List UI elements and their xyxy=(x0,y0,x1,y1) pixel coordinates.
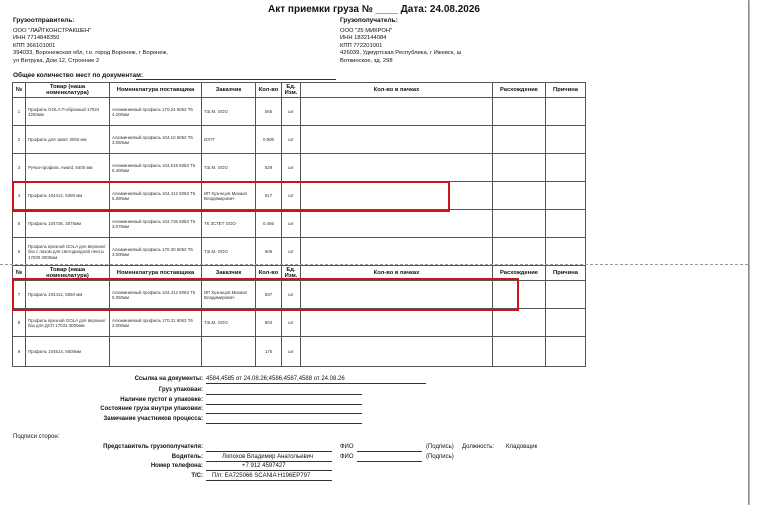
row-qty: 176 xyxy=(256,337,282,367)
row-discrepancy xyxy=(493,182,546,210)
row-supplier: Алюминиевый профиль 170.31 6063 Т6 3.000мм xyxy=(110,309,202,337)
row-customer: ИП Кузнецов Михаил Владимирович xyxy=(202,281,256,309)
col-discrepancy: Расхождение xyxy=(493,83,546,98)
table-row xyxy=(13,98,586,126)
row-reason xyxy=(546,126,586,154)
col-unit: Ед. Изм. xyxy=(282,266,301,281)
empty-pack-label: Наличие пустот в упаковке: xyxy=(120,397,203,403)
highlight-row-7 xyxy=(12,278,519,311)
row-num: 1 xyxy=(13,98,26,126)
row-supplier xyxy=(110,337,202,367)
row-unit: шт xyxy=(282,238,301,266)
row-product: Профиль 104736, 3075мм xyxy=(26,210,110,238)
ts-label: Т/С: xyxy=(191,473,203,479)
row-num: 9 xyxy=(13,337,26,367)
row-qty: 529 xyxy=(256,154,282,182)
row-unit: шт xyxy=(282,309,301,337)
receiver-label: Грузополучатель: xyxy=(340,17,398,24)
row-packs xyxy=(301,337,493,367)
remarks-line xyxy=(206,423,362,424)
receiver-line: КПП 772201001 xyxy=(340,42,383,49)
col-product: Товар (наша номенклатура) xyxy=(26,83,110,98)
row-product: Профиль для завес 3050 мм xyxy=(26,126,110,154)
goods-table xyxy=(12,82,586,266)
sender-line: 394033, Воронежская обл, г.о. город Воронеж, г Воронеж, xyxy=(13,50,168,57)
position-value: Кладовщик xyxy=(506,444,538,450)
row-reason xyxy=(546,238,586,266)
table-row xyxy=(13,154,586,182)
col-num: № xyxy=(13,83,26,98)
docs-ref-label: Ссылка на документы: xyxy=(134,376,203,382)
row-discrepancy xyxy=(493,98,546,126)
row-product: Ручка-профиль Award, 5400 мм xyxy=(26,154,110,182)
row-product: Профиль врезной GOLA для верхних/баз с пазом для светодиодной ленты 17030 3000мм xyxy=(26,238,110,266)
row-num: 5 xyxy=(13,210,26,238)
row-qty: 606 xyxy=(256,238,282,266)
total-places-line xyxy=(136,79,336,80)
row-num: 8 xyxy=(13,309,26,337)
row-num: 2 xyxy=(13,126,26,154)
receiver-rep-label: Представитель грузополучателя: xyxy=(103,444,203,450)
row-packs xyxy=(301,210,493,238)
phone-line xyxy=(206,470,332,471)
table-row xyxy=(13,238,586,266)
col-reason: Причина xyxy=(546,266,586,281)
empty-pack-line xyxy=(206,404,362,405)
packed-label: Груз упакован: xyxy=(158,387,203,393)
col-customer: Заказчик xyxy=(202,266,256,281)
col-supplier: Номенклатура поставщика xyxy=(110,83,202,98)
row-supplier: Алюминиевый профиль 104.10 6063 Т6 3.050мм xyxy=(110,126,202,154)
row-customer: Т.Б.М. ООО xyxy=(202,309,256,337)
row-reason xyxy=(546,281,586,309)
driver-value: Лопохов Владимир Анатольевич xyxy=(222,454,314,460)
driver-fio-label: ФИО xyxy=(340,454,354,460)
sender-line: ИНН 7714848350 xyxy=(13,35,60,42)
receiver-line: Воткинское, зд. 298 xyxy=(340,57,393,64)
row-qty: 804 xyxy=(256,309,282,337)
ts-value: П/п: ЕА725066 SCANIA Н196ЕР797 xyxy=(212,473,311,479)
row-supplier: Алюминиевый профиль 170.30 6063 Т6 3.000мм xyxy=(110,238,202,266)
ts-line xyxy=(206,480,332,481)
total-places-label: Общее количество мест по документам: xyxy=(13,72,144,79)
state-label: Состояние груза внутри упаковки: xyxy=(100,406,203,412)
col-qty: Кол-во xyxy=(256,83,282,98)
table-row xyxy=(13,126,586,154)
row-customer: ТК ЗСТЕТ ООО xyxy=(202,210,256,238)
phone-label: Номер телефона: xyxy=(150,463,203,469)
row-reason xyxy=(546,182,586,210)
row-packs xyxy=(301,98,493,126)
row-reason xyxy=(546,210,586,238)
row-discrepancy xyxy=(493,126,546,154)
row-supplier: Алюминиевый профиль 104.412 6063 Т6 5.050мм xyxy=(110,281,202,309)
row-product: Профиль GOLA П-образный 17024 4200мм xyxy=(26,98,110,126)
row-unit: шт xyxy=(282,98,301,126)
receiver-fio-line xyxy=(357,451,422,452)
document-title: Акт приемки груза № ____ Дата: 24.08.2026 xyxy=(268,4,480,15)
receiver-rep-sign-line xyxy=(206,451,332,452)
docs-ref-line xyxy=(206,383,426,384)
receiver-line: ИНН 1832144084 xyxy=(340,35,387,42)
sender-line: ул Витрука, Дом 12, Строение 2 xyxy=(13,57,100,64)
row-customer: Т.Б.М. ООО xyxy=(202,98,256,126)
driver-label: Водитель: xyxy=(171,454,203,460)
receiver-line: ООО "25 МИКРОН" xyxy=(340,28,393,34)
sign-label: (Подпись) xyxy=(426,444,454,450)
page-break-line xyxy=(0,264,768,265)
row-qty: 0.466 xyxy=(256,210,282,238)
row-num: 7 xyxy=(13,281,26,309)
fio-label: ФИО xyxy=(340,444,354,450)
row-qty: 617 xyxy=(256,182,282,210)
row-supplier: Алюминиевый профиль 170.24 6063 Т6 4.200мм xyxy=(110,98,202,126)
row-reason xyxy=(546,309,586,337)
col-discrepancy: Расхождение xyxy=(493,266,546,281)
sender-line: ООО "ЛАЙТКОНСТРАКШЕН" xyxy=(13,28,92,34)
row-reason xyxy=(546,337,586,367)
table-row xyxy=(13,337,586,367)
row-product: Профиль врезной GOLA для верхних/баз для ДСП 17031 3000мм xyxy=(26,309,110,337)
receiver-line: 426039, Удмуртская Республика, г Ижевск, ш xyxy=(340,50,462,57)
row-qty: 566 xyxy=(256,98,282,126)
row-num: 6 xyxy=(13,238,26,266)
row-unit: шт xyxy=(282,210,301,238)
row-supplier: Алюминиевый профиль 104.736 6063 Т6 3.075мм xyxy=(110,210,202,238)
phone-value: +7 912 4597427 xyxy=(242,463,286,469)
table-row xyxy=(13,309,586,337)
row-reason xyxy=(546,154,586,182)
driver-sign-label: (Подпись) xyxy=(426,454,454,460)
row-customer xyxy=(202,337,256,367)
row-unit: шт xyxy=(282,182,301,210)
row-unit: шт xyxy=(282,281,301,309)
row-packs xyxy=(301,126,493,154)
row-num: 3 xyxy=(13,154,26,182)
row-unit: шт xyxy=(282,154,301,182)
receiver-details xyxy=(340,28,461,65)
table-header-row xyxy=(13,83,586,98)
row-packs xyxy=(301,238,493,266)
packed-line xyxy=(206,394,362,395)
row-qty: 0.906 xyxy=(256,126,282,154)
driver-line xyxy=(206,461,332,462)
row-reason xyxy=(546,98,586,126)
signatures-label: Подписи сторон: xyxy=(13,434,60,440)
row-product: Профиль 104412, 5050 мм xyxy=(26,281,110,309)
row-discrepancy xyxy=(493,238,546,266)
col-unit: Ед. Изм. xyxy=(282,83,301,98)
viewer-gutter xyxy=(750,0,768,505)
row-num: 4 xyxy=(13,182,26,210)
col-reason: Причина xyxy=(546,83,586,98)
row-unit: шт xyxy=(282,337,301,367)
row-discrepancy xyxy=(493,309,546,337)
row-supplier: Алюминиевый профиль 104.519 6063 Т6 5.400мм xyxy=(110,154,202,182)
row-qty: 837 xyxy=(256,281,282,309)
row-discrepancy xyxy=(493,337,546,367)
row-packs xyxy=(301,154,493,182)
col-num: № xyxy=(13,266,26,281)
sender-label: Грузоотправитель: xyxy=(13,17,75,24)
col-supplier: Номенклатура поставщика xyxy=(110,266,202,281)
remarks-label: Замечание участников процесса: xyxy=(103,416,203,422)
sender-details xyxy=(13,28,168,65)
row-discrepancy xyxy=(493,154,546,182)
col-qty: Кол-во xyxy=(256,266,282,281)
row-customer: ИП Кузнецов Михаил Владимирович xyxy=(202,182,256,210)
sender-line: КПП 366101001 xyxy=(13,42,56,49)
row-packs xyxy=(301,309,493,337)
table-row xyxy=(13,210,586,238)
col-product: Товар (наша номенклатура) xyxy=(26,266,110,281)
row-supplier: Алюминиевый профиль 104.412 6063 Т6 5.390мм xyxy=(110,182,202,210)
row-unit: шт xyxy=(282,126,301,154)
row-product: Профиль 104514, 5600мм xyxy=(26,337,110,367)
highlight-row-4 xyxy=(12,181,450,212)
row-customer: Т.Б.М. ООО xyxy=(202,154,256,182)
position-label: Должность: xyxy=(462,444,495,450)
state-line xyxy=(206,413,362,414)
col-qty-packs: Кол-во в пачках xyxy=(301,266,493,281)
col-qty-packs: Кол-во в пачках xyxy=(301,83,493,98)
row-product: Профиль 104412, 5390 мм xyxy=(26,182,110,210)
row-customer: Т.Б.М. ООО xyxy=(202,238,256,266)
row-customer: ИЗТТ xyxy=(202,126,256,154)
row-discrepancy xyxy=(493,210,546,238)
driver-fio-line xyxy=(357,461,422,462)
col-customer: Заказчик xyxy=(202,83,256,98)
docs-ref-value: 4584,4585 от 24.08.26;4586,4587,4588 от 24.08.26 xyxy=(206,376,345,382)
